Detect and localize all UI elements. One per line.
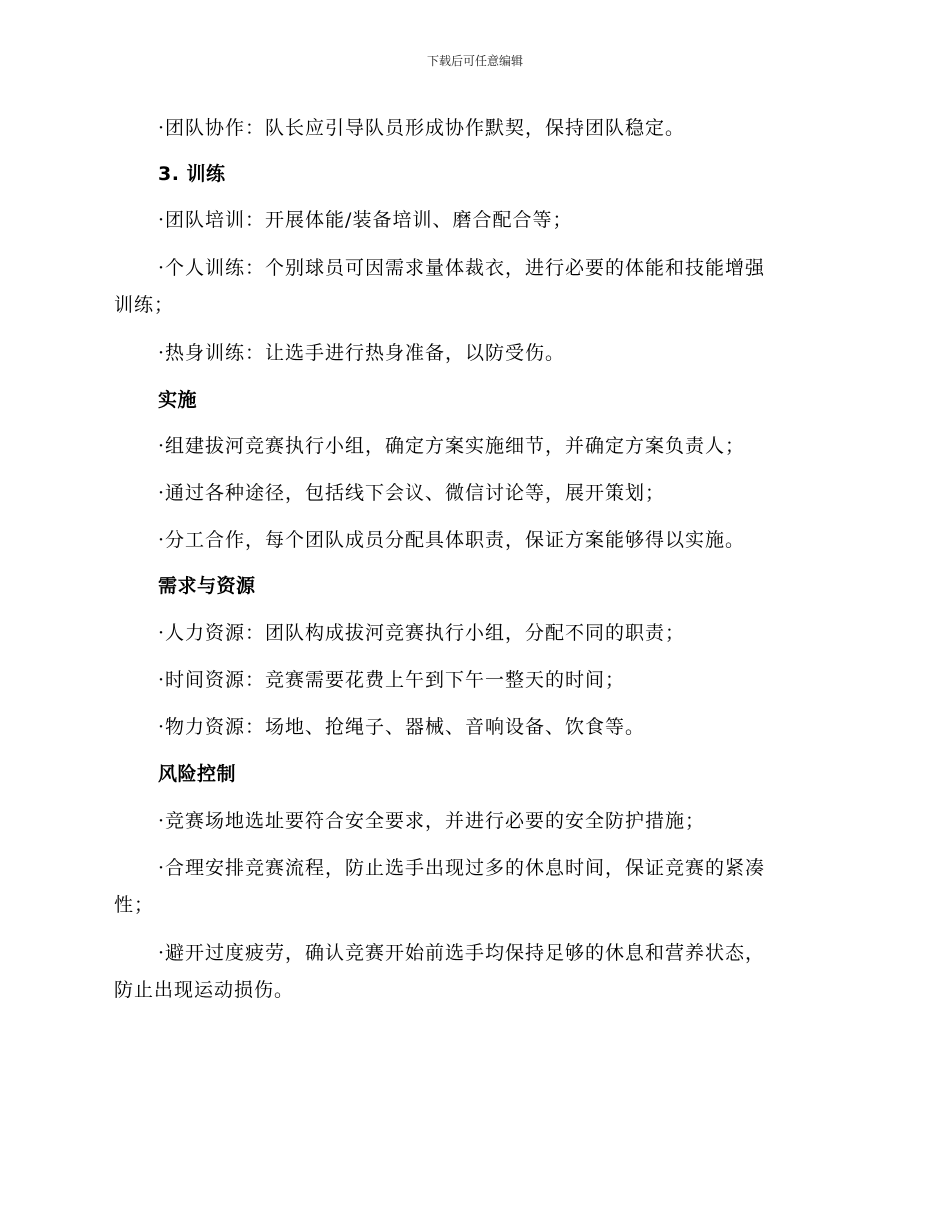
section-heading-implementation: 实施 [158,389,198,411]
bullet-team-collaboration: ·团队协作：队长应引导队员形成协作默契，保持团队稳定。 [158,117,686,139]
section-heading-needs-resources: 需求与资源 [158,575,256,597]
bullet-arrange-process-cont: 性； [114,894,155,916]
bullet-division-of-labor: ·分工合作，每个团队成员分配具体职责，保证方案能够得以实施。 [158,529,746,551]
bullet-time-resources: ·时间资源：竞赛需要花费上午到下午一整天的时间； [158,669,626,691]
bullet-arrange-process: ·合理安排竞赛流程，防止选手出现过多的休息时间，保证竞赛的紧凑 [158,857,766,879]
bullet-individual-training: ·个人训练：个别球员可因需求量体裁衣，进行必要的体能和技能增强 [158,257,766,279]
bullet-various-channels: ·通过各种途径，包括线下会议、微信讨论等，展开策划； [158,482,666,504]
bullet-avoid-fatigue-cont: 防止出现运动损伤。 [114,979,295,1001]
section-heading-risk-control: 风险控制 [158,763,237,785]
bullet-venue-safety: ·竞赛场地选址要符合安全要求，并进行必要的安全防护措施； [158,810,706,832]
section-heading-training: 3. 训练 [158,163,226,185]
bullet-form-group: ·组建拔河竞赛执行小组，确定方案实施细节，并确定方案负责人； [158,435,746,457]
bullet-team-training: ·团队培训：开展体能/装备培训、磨合配合等； [158,209,573,231]
bullet-individual-training-cont: 训练； [114,294,175,316]
bullet-warmup-training: ·热身训练：让选手进行热身准备，以防受伤。 [158,342,566,364]
bullet-avoid-fatigue: ·避开过度疲劳，确认竞赛开始前选手均保持足够的休息和营养状态， [158,942,766,964]
bullet-material-resources: ·物力资源：场地、抢绳子、器械、音响设备、饮食等。 [158,716,646,738]
page-header: 下载后可任意编辑 [426,54,523,68]
bullet-human-resources: ·人力资源：团队构成拔河竞赛执行小组，分配不同的职责； [158,622,686,644]
